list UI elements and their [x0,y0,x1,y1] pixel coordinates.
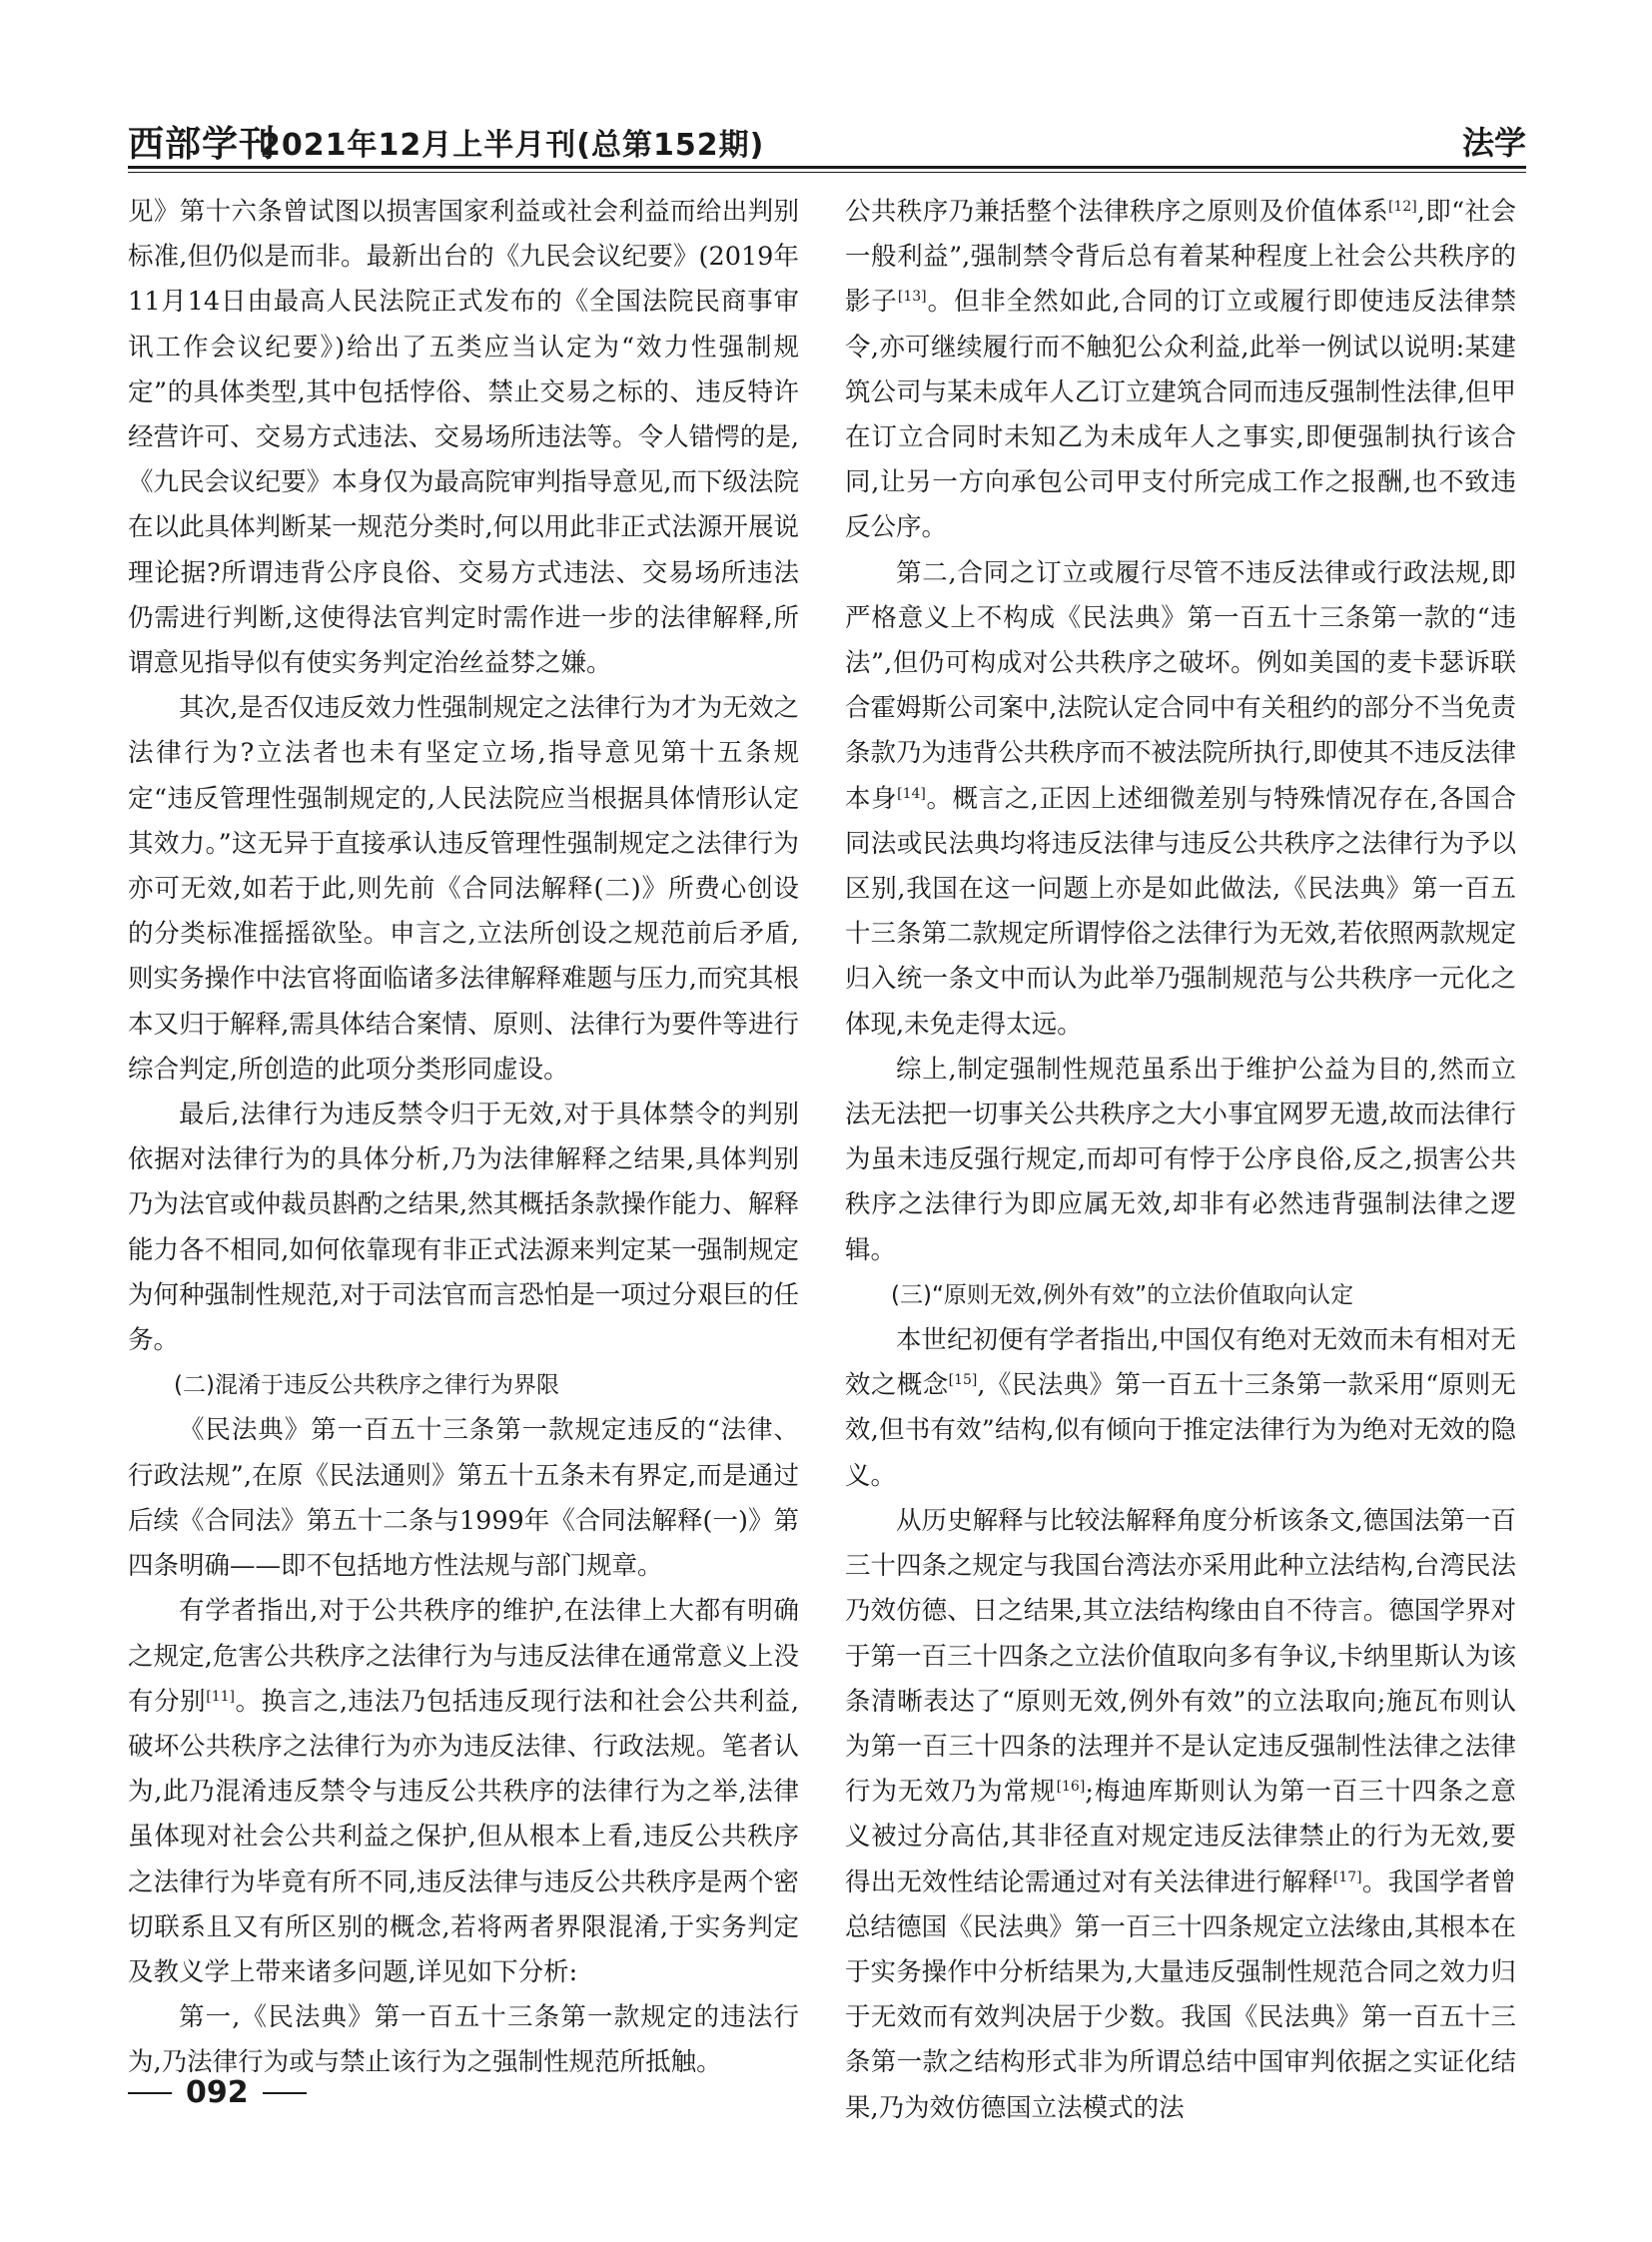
text-run: ;梅迪库斯则认为第一百三十四条之意义被过分高估,其非径直对规定违反法律禁止的行为无效,要得出无效性结论需通过对有关法律进行解释 [845,1777,1516,1897]
paragraph [845,1318,1516,1499]
text-run: 公共秩序乃兼括整个法律秩序之原则及价值体系 [845,197,1388,227]
right-column [845,190,1516,2123]
footer-dash-right [263,2092,307,2094]
citation-ref: [16] [1056,1779,1086,1796]
citation-ref: [15] [948,1372,978,1389]
header-rule [128,166,1526,169]
paragraph [845,190,1516,551]
paragraph [845,551,1516,1048]
citation-ref: [14] [897,785,926,802]
text-run: 。概言之,正因上述细微差别与特殊情况存在,各国合同法或民法典均将违反法律与违反公共秩序之法律行为予以区别,我国在这一问题上亦是如此做法,《民法典》第一百五十三条第二款规定所谓悖俗之法律行为无效,若依照两款规定归入统一条文中而认为此举乃强制规范与公共秩序一元化之体现,未免走得太远。 [845,783,1516,1040]
citation-ref: [17] [1332,1868,1362,1885]
footer-dash-left [128,2092,172,2094]
paragraph: 《民法典》第一百五十三条第一款规定违反的“法律、行政法规”,在原《民法通则》第五十五条未有界定,而是通过后续《合同法》第五十二条与1999年《合同法解释(一)》第四条明确——即不包括地方性法规与部门规章。 [128,1415,799,1582]
section-label: 法学 [1461,124,1526,162]
paragraph: 其次,是否仅违反效力性强制规定之法律行为才为无效之法律行为?立法者也未有坚定立场,指导意见第十五条规定“违反管理性强制规定的,人民法院应当根据具体情形认定其效力。”这无异于直接承认违反管理性强制规定之法律行为亦可无效,如若于此,则先前《合同法解释(二)》所费心创设的分类标准摇摇欲坠。申言之,立法所创设之规范前后矛盾,则实务操作中法官将面临诸多法律解释难题与压力,而究其根本又归于解释,需具体结合案情、原则、法律行为要件等进行综合判定,所创造的此项分类形同虚设。 [128,693,799,1085]
text-run: 从历史解释与比较法解释角度分析该条文,德国法第一百三十四条之规定与我国台湾法亦采用此种立法结构,台湾民法乃效仿德、日之结果,其立法结构缘由自不待言。德国学界对于第一百三十四条之立法价值取向多有争议,卡纳里斯认为该条清晰表达了“原则无效,例外有效”的立法取向;施瓦布则认为第一百三十四条的法理并不是认定违反强制性法律之法律行为无效乃为常规 [845,1505,1516,1808]
paragraph: 综上,制定强制性规范虽系出于维护公益为目的,然而立法无法把一切事关公共秩序之大小事宜网罗无遗,故而法律行为虽未违反强行规定,而却可有悖于公序良俗,反之,损害公共秩序之法律行为即应属无效,却非有必然违背强制法律之逻辑。 [845,1054,1516,1265]
citation-ref: [13] [897,289,927,306]
text-run: ,《民法典》第一百五十三条第一款采用“原则无效,但书有效”结构,似有倾向于推定法律行为为绝对无效的隐义。 [845,1370,1516,1491]
text-run: 。换言之,违法乃包括违反现行法和社会公共利益,破坏公共秩序之法律行为亦为违反法律、行政法规。笔者认为,此乃混淆违反禁令与违反公共秩序的法律行为之举,法律虽体现对社会公共利益之保护,但从根本上看,违反公共秩序之法律行为毕竟有所不同,违反法律与违反公共秩序是两个密切联系且又有所区别的概念,若将两者界限混淆,于实务判定及教义学上带来诸多问题,详见如下分析: [128,1686,799,1987]
running-header [128,112,1526,165]
journal-title: 西部学刊 [128,124,277,165]
citation-ref: [12] [1387,199,1417,215]
page-number: 092 [186,2075,249,2110]
page-footer [128,2075,427,2115]
subsection-heading: (二)混淆于违反公共秩序之律行为界限 [174,1372,559,1399]
text-run: 。但非全然如此,合同的订立或履行即使违反法律禁令,亦可继续履行而不触犯公众利益,此举一例试以说明:某建筑公司与某未成年人乙订立建筑合同而违反强制性法律,但甲在订立合同时未知乙为未成年人之事实,即便强制执行该合同,让另一方向承包公司甲支付所完成工作之报酬,也不致违反公序。 [845,287,1516,543]
paragraph: 见》第十六条曾试图以损害国家利益或社会利益而给出判别标准,但仍似是而非。最新出台的《九民会议纪要》(2019年11月14日由最高人民法院正式发布的《全国法院民商事审讯工作会议纪要》)给出了五类应当认定为“效力性强制规定”的具体类型,其中包括悖俗、禁止交易之标的、违反特许经营许可、交易方式违法、交易场所违法等。令人错愕的是,《九民会议纪要》本身仅为最高院审判指导意见,而下级法院在以此具体判断某一规范分类时,何以用此非正式法源开展说理论据?所谓违背公序良俗、交易方式违法、交易场所违法仍需进行判断,这使得法官判定时需作进一步的法律解释,所谓意见指导似有使实务判定治丝益棼之嫌。 [128,197,799,679]
text-run: ,即“社会一般利益”,强制禁令背后总有着某种程度上社会公共秩序的影子 [845,197,1516,318]
left-column [128,190,799,2077]
paragraph: 最后,法律行为违反禁令归于无效,对于具体禁令的判别依据对法律行为的具体分析,乃为法律解释之结果,具体判别乃为法官或仲裁员斟酌之结果,然其概括条款操作能力、解释能力各不相同,如何依靠现有非正式法源来判定某一强制规定为何种强制性规范,对于司法官而言恐怕是一项过分艰巨的任务。 [128,1100,799,1356]
text-run: 本世纪初便有学者指出,中国仅有绝对无效而未有相对无效之概念 [845,1325,1516,1401]
text-run: 。我国学者曾总结德国《民法典》第一百三十四条规定立法缘由,其根本在于实务操作中分析结果为,大量违反强制性规范合同之效力归于无效而有效判决居于少数。我国《民法典》第一百五十三条第一款之结构形式非为所谓总结中国审判依据之实证化结果,乃为效仿德国立法模式的法 [845,1867,1516,2123]
issue-info: 2021年12月上半月刊(总第152期) [260,128,765,163]
text-run: 第二,合同之订立或履行尽管不违反法律或行政法规,即严格意义上不构成《民法典》第一百五十三条第一款的“违法”,但仍可构成对公共秩序之破坏。例如美国的麦卡瑟诉联合霍姆斯公司案中,法院认定合同中有关租约的部分不当免责条款乃为违背公共秩序而不被法院所执行,即使其不违反法律本身 [845,557,1516,814]
header-rule-thin [128,172,1526,173]
paragraph [128,1589,799,1995]
citation-ref: [11] [206,1688,235,1705]
text-run: 有学者指出,对于公共秩序的维护,在法律上大都有明确之规定,危害公共秩序之法律行为与违反法律在通常意义上没有分别 [128,1596,799,1717]
paragraph [845,1499,1516,2131]
subsection-heading: (三)“原则无效,例外有效”的立法价值取向认定 [891,1281,1354,1308]
paragraph: 第一,《民法典》第一百五十三条第一款规定的违法行为,乃法律行为或与禁止该行为之强制性规范所抵触。 [128,2002,799,2078]
